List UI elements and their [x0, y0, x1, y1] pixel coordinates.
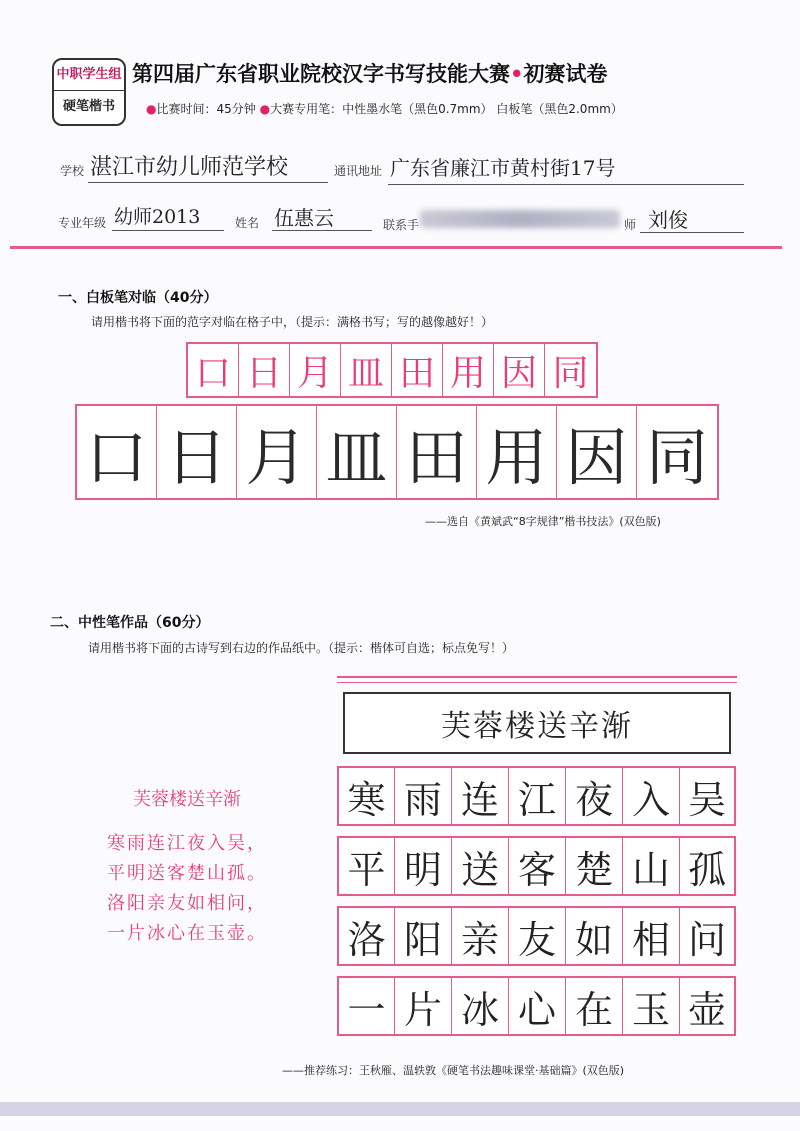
sheet-char: 吴 [679, 768, 736, 824]
poem-line: 洛阳亲友如相问， [107, 893, 267, 914]
sheet-char: 连 [451, 768, 508, 824]
teacher-underline [640, 232, 744, 233]
written-char: 同 [645, 420, 708, 494]
name-underline [272, 230, 372, 231]
model-poem [72, 785, 302, 949]
sheet-row [337, 906, 736, 966]
name-value: 伍惠云 [274, 206, 334, 230]
badge-group: 中职学生组 [54, 60, 124, 91]
title-dot: • [510, 62, 524, 86]
sheet-char: 入 [622, 768, 679, 824]
title-main: 第四届广东省职业院校汉字书写技能大赛 [132, 62, 510, 86]
sheet-char: 平 [337, 838, 394, 894]
model-char: 田 [392, 344, 443, 396]
sheet-char: 洛 [337, 908, 394, 964]
sheet-char: 在 [565, 978, 622, 1034]
exam-subtitle [146, 100, 623, 117]
sheet-char: 明 [394, 838, 451, 894]
sheet-char: 客 [508, 838, 565, 894]
bullet-icon: ● [259, 102, 271, 116]
written-char: 日 [157, 406, 237, 498]
written-char: 因 [557, 406, 637, 498]
sheet-char: 阳 [394, 908, 451, 964]
section2-instruction: 请用楷书将下面的古诗写到右边的作品纸中。（提示：楷体可自选；标点免写！） [88, 641, 515, 655]
school-value: 湛江市幼儿师范学校 [90, 155, 289, 180]
sheet-row [337, 766, 736, 826]
sheet-char: 孤 [679, 838, 736, 894]
sheet-char: 片 [394, 978, 451, 1034]
model-char: 月 [290, 344, 341, 396]
sheet-char: 心 [508, 978, 565, 1034]
sheet-char: 友 [508, 908, 565, 964]
address-label: 通讯地址 [334, 164, 383, 178]
model-char: 同 [552, 352, 589, 394]
sheet-char: 一 [337, 978, 394, 1034]
sheet-row [337, 836, 736, 896]
school-label: 学校 [60, 164, 85, 178]
time-info: 比赛时间：45分钟 [156, 102, 256, 116]
bottom-border [0, 1102, 800, 1116]
sheet-char: 问 [679, 908, 736, 964]
written-char-row [75, 404, 719, 500]
poem-title: 芙蓉楼送辛渐 [133, 789, 241, 810]
sheet-char: 相 [622, 908, 679, 964]
sheet-char: 如 [565, 908, 622, 964]
poem-line: 一片冰心在玉壶。 [107, 923, 267, 944]
model-char: 皿 [341, 344, 392, 396]
major-underline [112, 230, 224, 231]
school-underline [88, 182, 328, 183]
section2-heading: 二、中性笔作品（60分） [50, 615, 210, 631]
model-char: 日 [239, 344, 290, 396]
recommend-note: ——推荐练习：王秋雁、温轶敦《硬笔书法趣味课堂·基础篇》(双色版) [282, 1064, 625, 1077]
sheet-char: 亲 [451, 908, 508, 964]
header-divider [10, 246, 782, 249]
written-char: 皿 [317, 406, 397, 498]
written-char: 口 [77, 406, 157, 498]
major-label: 专业年级 [58, 216, 107, 230]
model-char: 用 [443, 344, 494, 396]
sheet-char: 雨 [394, 768, 451, 824]
sheet-char: 夜 [565, 768, 622, 824]
sheet-char: 江 [508, 768, 565, 824]
phone-label: 联系手 [383, 218, 420, 232]
model-char: 因 [494, 344, 545, 396]
name-label: 姓名 [235, 216, 260, 230]
section1-source: ——选自《黄斌武“8字规律”楷书技法》(双色版) [425, 515, 661, 528]
poem-line: 寒雨连江夜入吴， [107, 833, 267, 854]
sheet-char: 山 [622, 838, 679, 894]
exam-title [132, 58, 607, 88]
sheet-char: 壶 [679, 978, 736, 1034]
badge-style: 硬笔楷书 [62, 99, 115, 114]
model-char: 口 [188, 344, 239, 396]
bullet-icon: ● [146, 102, 157, 116]
teacher-label: 师 [624, 218, 637, 232]
sheet-char: 冰 [451, 978, 508, 1034]
written-char: 田 [397, 406, 477, 498]
pen-info: 大赛专用笔：中性墨水笔（黑色0.7mm） 白板笔（黑色2.0mm） [270, 102, 623, 116]
sheet-char: 寒 [337, 768, 394, 824]
written-char: 用 [477, 406, 557, 498]
address-value: 广东省廉江市黄村街17号 [390, 156, 616, 180]
address-underline [388, 184, 744, 185]
category-badge [52, 58, 126, 126]
major-value: 幼师2013 [114, 206, 201, 228]
model-char-row [186, 342, 598, 398]
title-tail: 初赛试卷 [523, 62, 608, 86]
sheet-top-rule [337, 676, 737, 683]
sheet-char: 楚 [565, 838, 622, 894]
section1-heading: 一、白板笔对临（40分） [58, 290, 218, 306]
redacted-phone [420, 210, 620, 228]
sheet-row [337, 976, 736, 1036]
sheet-char: 玉 [622, 978, 679, 1034]
sheet-title: 芙蓉楼送辛渐 [343, 692, 731, 754]
section1-instruction: 请用楷书将下面的范字对临在格子中，（提示：满格书写；写的越像越好！） [91, 315, 494, 329]
teacher-value: 刘俊 [648, 208, 688, 232]
sheet-char: 送 [451, 838, 508, 894]
poem-line: 平明送客楚山孤。 [107, 863, 267, 884]
work-sheet [337, 676, 737, 1033]
written-char: 月 [237, 406, 317, 498]
